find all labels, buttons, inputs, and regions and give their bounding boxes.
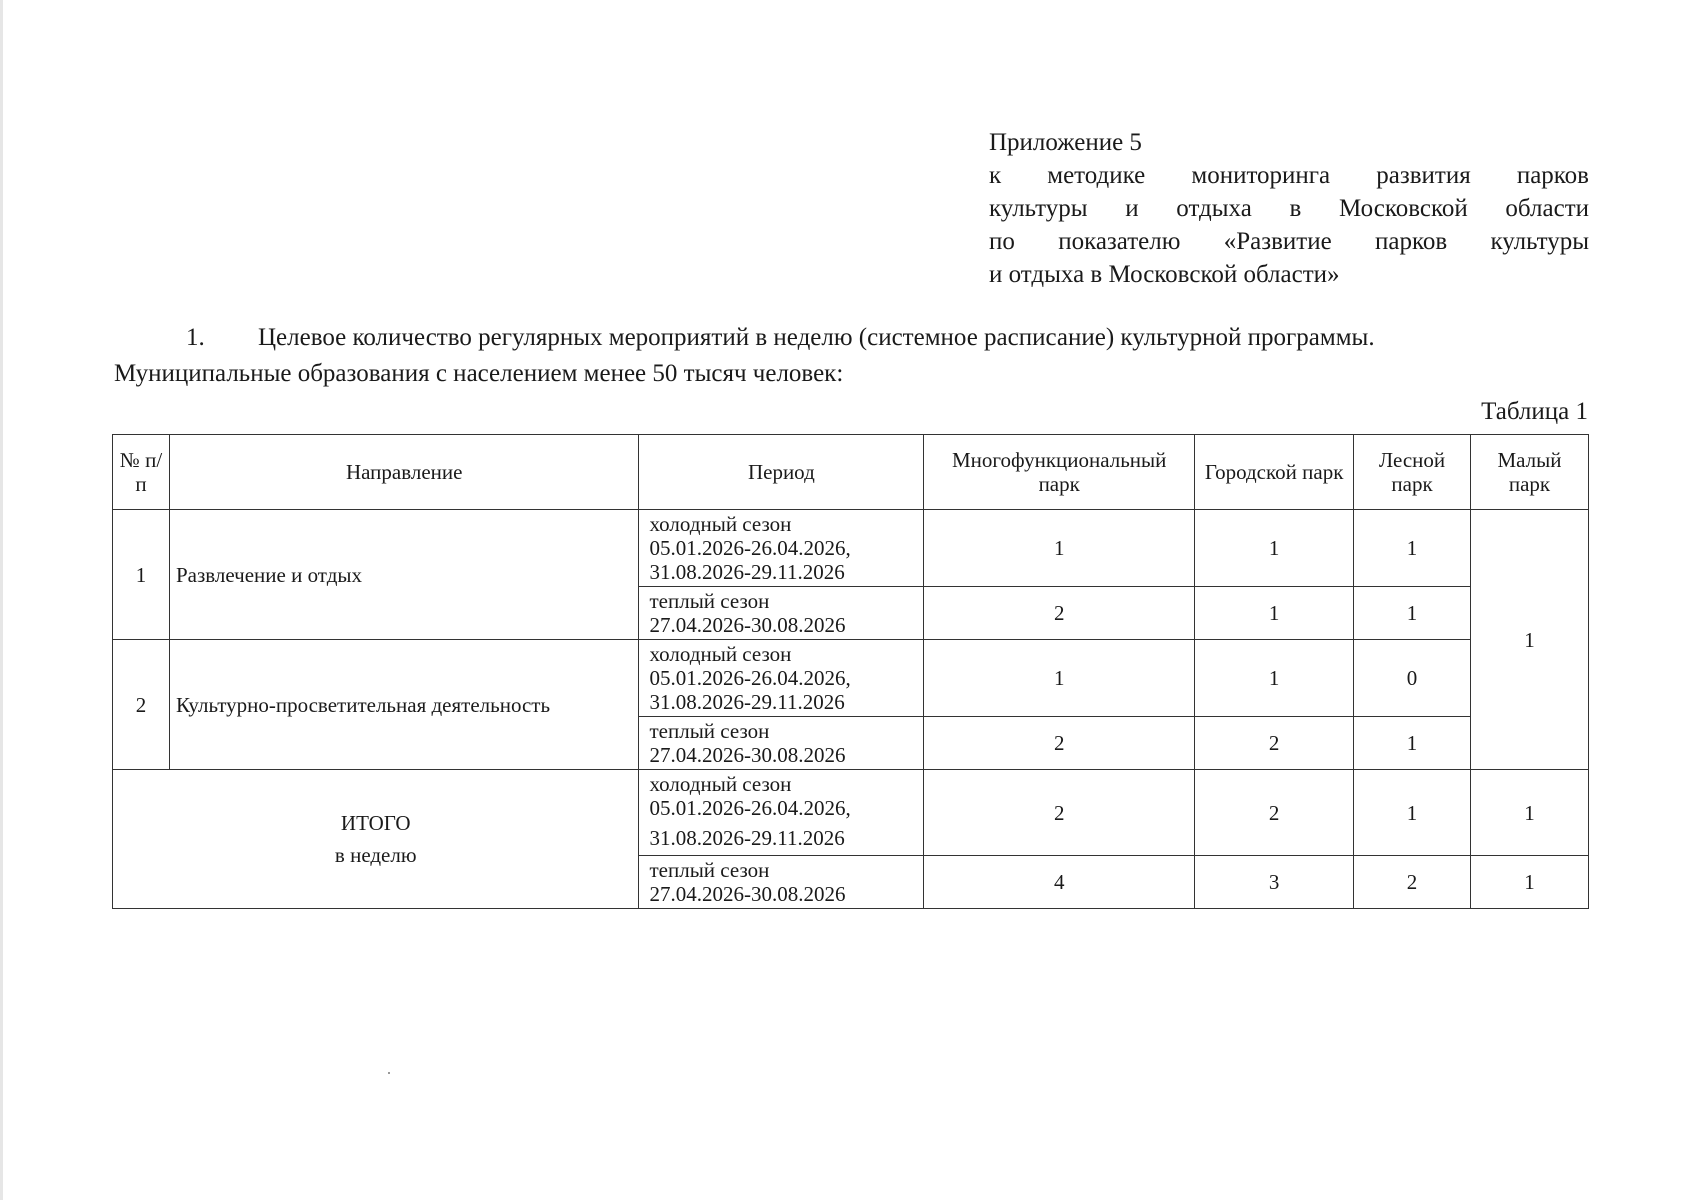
value-forest: 0 [1354,640,1471,717]
header-direction: Направление [169,435,639,510]
total-small: 1 [1471,856,1589,909]
intro-text-line2: Муниципальные образования с населением менее 50 тысяч человек: [114,360,844,387]
table-caption: Таблица 1 [1481,398,1588,425]
period-label: теплый сезон [649,589,770,613]
value-small-merged: 1 [1471,510,1589,770]
period-warm [639,717,924,770]
row-num: 2 [113,640,170,770]
period-dates: 27.04.2026-30.08.2026 [649,613,846,637]
total-row [113,770,1589,856]
header-multi: Многофункциональный парк [924,435,1195,510]
value-multi: 2 [924,717,1195,770]
scan-speck [388,1072,390,1074]
intro-text-line1: Целевое количество регулярных мероприятий в неделю (системное расписание) культурной программы. [258,324,1375,351]
period-dates: 31.08.2026-29.11.2026 [649,690,845,714]
annex-title: Приложение 5 [989,129,1142,156]
total-small: 1 [1471,770,1589,856]
value-multi: 1 [924,510,1195,587]
annex-line: культуры и отдыха в Московской области [989,195,1589,222]
page-edge [0,0,3,1200]
value-forest: 1 [1354,717,1471,770]
period-label: холодный сезон [649,772,792,796]
total-multi: 4 [924,856,1195,909]
total-label-cell [113,770,639,909]
period-label: теплый сезон [649,858,770,882]
total-forest: 2 [1354,856,1471,909]
total-city: 3 [1195,856,1354,909]
annex-block [989,126,1589,291]
value-forest: 1 [1354,510,1471,587]
table-row [113,510,1589,587]
table-row [113,640,1589,717]
annex-line: по показателю «Развитие парков культуры [989,228,1589,255]
table-header-row [113,435,1589,510]
header-period: Период [639,435,924,510]
period-cold [639,770,924,856]
header-num: № п/п [113,435,170,510]
value-city: 2 [1195,717,1354,770]
row-direction: Культурно-просветительная деятельность [169,640,639,770]
period-label: холодный сезон [649,512,792,536]
period-dates: 27.04.2026-30.08.2026 [649,882,846,906]
period-warm [639,856,924,909]
period-cold [639,510,924,587]
header-city: Городской парк [1195,435,1354,510]
annex-line: к методике мониторинга развития парков [989,162,1589,189]
total-label: ИТОГО [340,811,411,835]
row-num: 1 [113,510,170,640]
total-sublabel: в неделю [334,843,417,867]
value-multi: 1 [924,640,1195,717]
annex-line: и отдыха в Московской области» [989,261,1340,288]
value-city: 1 [1195,587,1354,640]
period-dates: 05.01.2026-26.04.2026, [649,666,851,690]
period-dates: 27.04.2026-30.08.2026 [649,743,846,767]
header-small: Малый парк [1471,435,1589,510]
intro-paragraph [114,320,1594,392]
value-forest: 1 [1354,587,1471,640]
value-city: 1 [1195,640,1354,717]
period-dates: 05.01.2026-26.04.2026, [649,796,851,820]
period-dates: 05.01.2026-26.04.2026, [649,536,851,560]
period-cold [639,640,924,717]
period-warm [639,587,924,640]
header-forest: Лесной парк [1354,435,1471,510]
total-city: 2 [1195,770,1354,856]
total-forest: 1 [1354,770,1471,856]
period-dates: 31.08.2026-29.11.2026 [649,826,845,850]
period-dates: 31.08.2026-29.11.2026 [649,560,845,584]
value-city: 1 [1195,510,1354,587]
total-multi: 2 [924,770,1195,856]
events-table [112,434,1589,909]
period-label: теплый сезон [649,719,770,743]
intro-number: 1. [186,324,205,351]
period-label: холодный сезон [649,642,792,666]
value-multi: 2 [924,587,1195,640]
row-direction: Развлечение и отдых [169,510,639,640]
